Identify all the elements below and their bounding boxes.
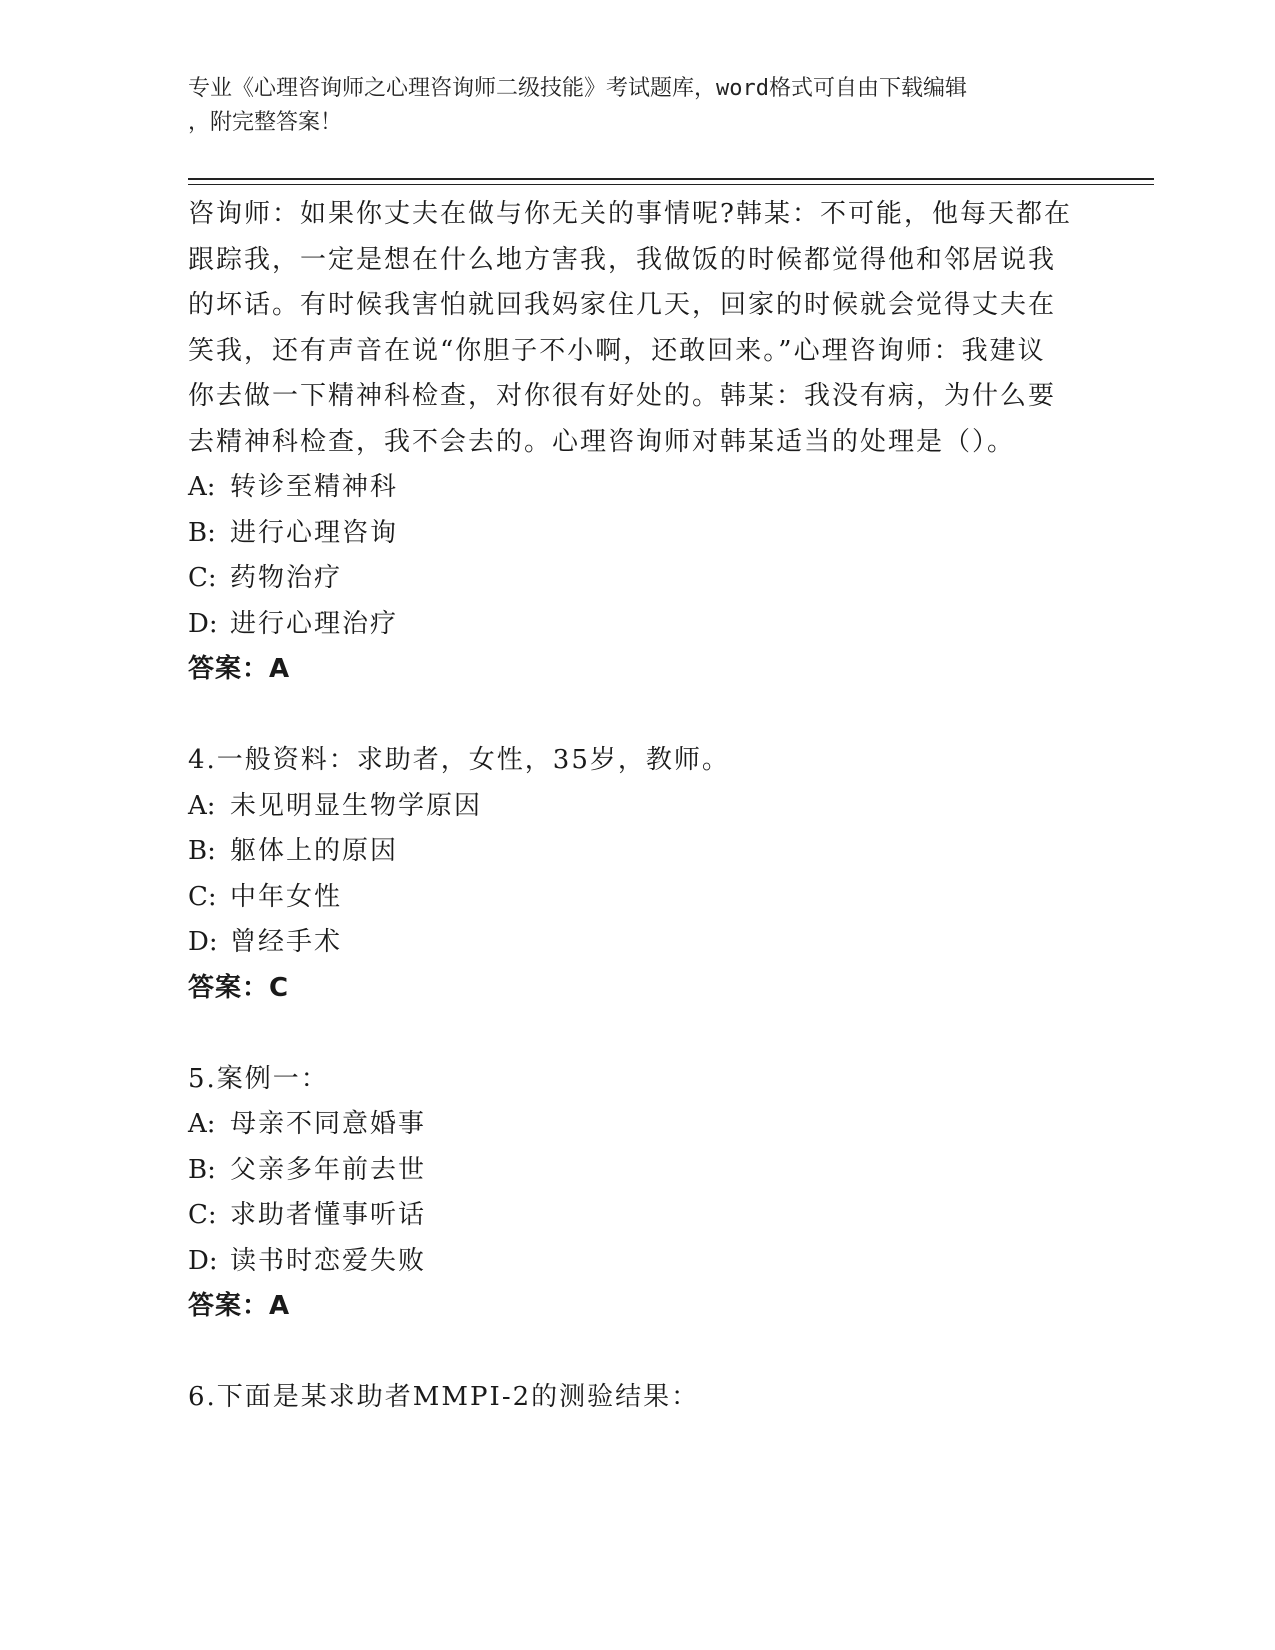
option-b [188,829,1073,875]
option-a [188,784,1073,830]
option-b [188,511,1073,557]
option-c [188,1193,1073,1239]
option-text: 转诊至精神科 [230,472,399,502]
option-text: 药物治疗 [230,563,343,593]
option-text: 未见明显生物学原因 [230,790,483,821]
option-text: 母亲不同意婚事 [230,1109,427,1139]
option-key: C: [188,881,217,912]
option-key: C: [188,1200,217,1230]
option-text: 中年女性 [230,881,343,912]
question-6 [188,1375,1073,1421]
document-header [188,72,1068,140]
option-text: 求助者懂事听话 [230,1200,427,1230]
option-text: 进行心理治疗 [230,608,399,639]
option-c [188,875,1073,921]
question-content [188,192,1073,1421]
option-text: 读书时恋爱失败 [230,1245,427,1276]
question-stem: 咨询师：如果你丈夫在做与你无关的事情呢?韩某：不可能，他每天都在跟踪我，一定是想在什么地方害我，我做饭的时候都觉得他和邻居说我的坏话。有时候我害怕就回我妈家住几天，回家的时候就会觉得丈夫在笑我，还有声音在说“你胆子不小啊，还敢回来。”心理咨询师：我建议你去做一下精神科检查，对你很有好处的。韩某：我没有病，为什么要去精神科检查，我不会去的。心理咨询师对韩某适当的处理是（）。 [188,199,1072,457]
option-key: A: [188,790,216,821]
option-c [188,556,1073,602]
question-4 [188,738,1073,1011]
question-5 [188,1057,1073,1330]
option-key: A: [188,472,216,502]
answer-label: 答案：A [188,654,291,684]
spacer [188,693,1073,739]
header-line-1: 专业《心理咨询师之心理咨询师二级技能》考试题库，word格式可自由下载编辑 [188,76,967,101]
option-d [188,1239,1073,1285]
option-d [188,920,1073,966]
option-text: 进行心理咨询 [230,517,399,548]
option-text: 曾经手术 [230,927,343,957]
option-b [188,1148,1073,1194]
answer-label: 答案：C [188,972,290,1003]
option-key: D: [188,927,218,957]
header-divider-thick [188,178,1154,180]
option-key: D: [188,608,218,639]
question-stem: 6.下面是某求助者MMPI-2的测验结果： [188,1382,700,1412]
answer-label: 答案：A [188,1291,291,1321]
spacer [188,1330,1073,1376]
question-stem: 5.案例一： [188,1063,329,1094]
option-key: B: [188,1154,216,1185]
option-text: 父亲多年前去世 [230,1154,427,1185]
spacer [188,1011,1073,1057]
option-key: B: [188,836,216,866]
header-divider-thin [188,184,1154,185]
question-stem: 4.一般资料：求助者，女性，35岁，教师。 [188,745,730,775]
question-3 [188,192,1073,693]
option-d [188,602,1073,648]
option-a [188,1102,1073,1148]
option-a [188,465,1073,511]
option-key: C: [188,563,217,593]
option-key: A: [188,1109,216,1139]
option-key: B: [188,517,216,548]
option-key: D: [188,1245,218,1276]
header-line-2: ，附完整答案！ [188,110,343,135]
option-text: 躯体上的原因 [230,836,399,866]
